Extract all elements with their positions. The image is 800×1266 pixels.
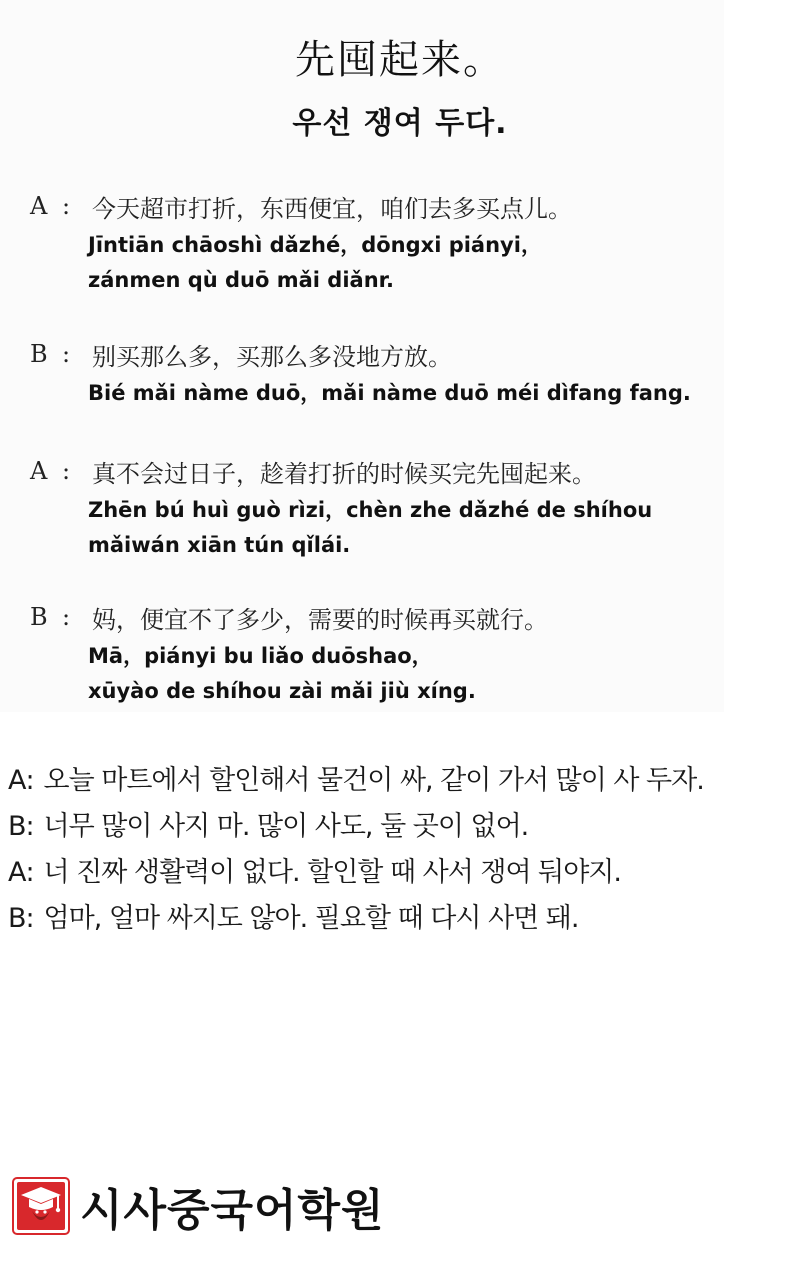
speaker-colon: : [62, 192, 71, 220]
speaker-colon: : [62, 603, 71, 631]
brand-logo [12, 1174, 385, 1238]
translation-line [8, 758, 798, 804]
korean-translations [8, 758, 798, 942]
hanzi-line: 今天超市打折，东西便宜，咱们去多买点儿。 [92, 195, 572, 223]
hanzi-line: 妈，便宜不了多少，需要的时候再买就行。 [92, 606, 548, 634]
hanzi-line: 真不会过日子，趁着打折的时候买完先囤起来。 [92, 460, 596, 488]
korean-headline: 우선 쟁여 두다. [292, 106, 508, 141]
translation-speaker: B [8, 903, 26, 934]
dialogue-turn [30, 190, 720, 298]
speaker-label: B [30, 603, 48, 631]
translation-colon: : [25, 811, 34, 842]
pinyin-line: Jīntiān chāoshì dǎzhé，dōngxi piányi， [88, 233, 542, 257]
speaker-label: A [30, 457, 48, 485]
dialogue-turn [30, 338, 720, 411]
speaker-label: A [30, 192, 48, 220]
speaker-label: B [30, 340, 48, 368]
translation-line [8, 896, 798, 942]
dialogue-list [30, 190, 720, 749]
translation-text: 너 진짜 생활력이 없다. 할인할 때 사서 쟁여 둬야지. [43, 857, 621, 888]
pinyin-line: xūyào de shíhou zài mǎi jiù xíng. [88, 679, 476, 703]
hanzi-line: 别买那么多，买那么多没地方放。 [92, 343, 452, 371]
pinyin-line: Bié mǎi nàme duō，mǎi nàme duō méi dìfang fang. [88, 381, 691, 405]
pinyin-line: zánmen qù duō mǎi diǎnr. [88, 268, 394, 292]
chinese-headline: 先囤起来。 [295, 37, 505, 83]
brand-name: 시사중국어학원 [80, 1185, 385, 1236]
speaker-colon: : [62, 340, 71, 368]
translation-line [8, 804, 798, 850]
graduate-cap-face-icon [12, 1177, 70, 1235]
pinyin-line: mǎiwán xiān tún qǐlái. [88, 533, 351, 557]
dialogue-turn [30, 601, 720, 709]
translation-colon: : [25, 903, 34, 934]
translation-speaker: A [8, 765, 26, 796]
translation-colon: : [25, 857, 34, 888]
pinyin-line: Mā，piányi bu liǎo duōshao， [88, 644, 433, 668]
translation-text: 엄마, 얼마 싸지도 않아. 필요할 때 다시 사면 돼. [43, 903, 579, 934]
translation-text: 너무 많이 사지 마. 많이 사도, 둘 곳이 없어. [43, 811, 529, 842]
translation-speaker: B [8, 811, 26, 842]
pinyin-line: Zhēn bú huì guò rìzi，chèn zhe dǎzhé de shíhou [88, 498, 653, 522]
translation-line [8, 850, 798, 896]
translation-colon: : [25, 765, 34, 796]
translation-speaker: A [8, 857, 26, 888]
translation-text: 오늘 마트에서 할인해서 물건이 싸, 같이 가서 많이 사 두자. [43, 765, 704, 796]
dialogue-turn [30, 455, 720, 563]
speaker-colon: : [62, 457, 71, 485]
